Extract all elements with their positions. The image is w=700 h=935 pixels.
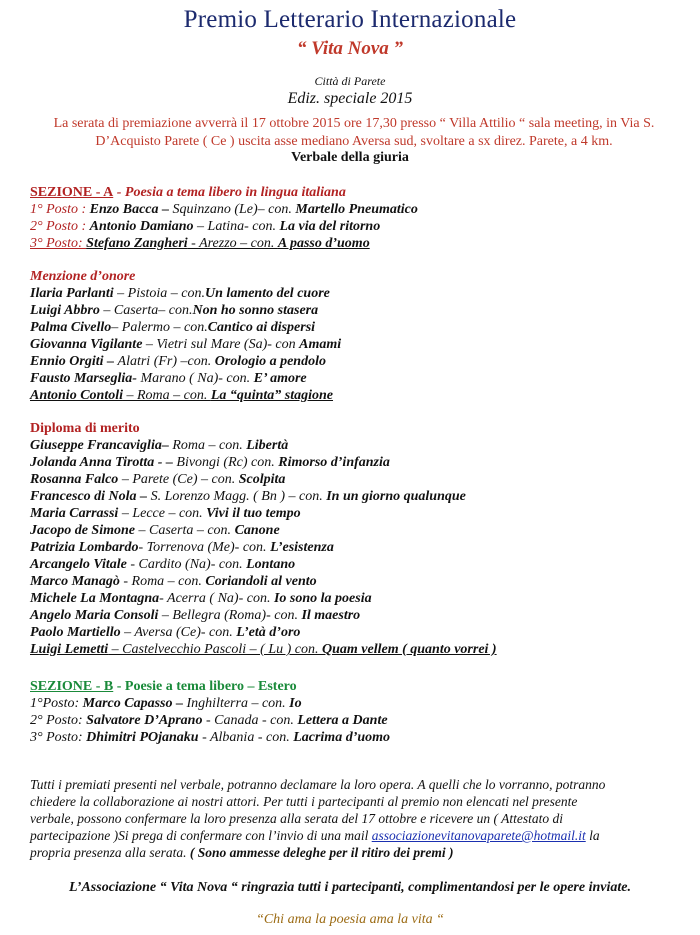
entry-origin: – Roma – con. bbox=[122, 388, 211, 403]
winner-name: Salvatore D’Aprano bbox=[86, 713, 203, 728]
closing-paragraph bbox=[30, 776, 670, 861]
ceremony-line-1: La serata di premiazione avverrà il 17 ottobre 2015 ore 17,30 presso “ Villa Attilio “ sala meeting, in Via S. bbox=[53, 116, 655, 131]
entry-origin: S. Lorenzo Magg. ( Bn ) – con. bbox=[150, 489, 327, 504]
edition-label: Ediz. speciale 2015 bbox=[287, 90, 413, 107]
prize-place: 1° Posto : bbox=[30, 202, 90, 217]
entry-work: In un giorno qualunque bbox=[326, 489, 466, 504]
closing-text: la bbox=[585, 828, 600, 843]
entry-origin: – Caserta– con. bbox=[99, 303, 193, 318]
winner-origin: – Latina- con. bbox=[193, 219, 280, 234]
list-item bbox=[30, 488, 680, 505]
prize-row bbox=[30, 729, 680, 746]
entry-work: Il maestro bbox=[301, 608, 361, 623]
list-item bbox=[30, 370, 680, 387]
winner-work: Martello Pneumatico bbox=[295, 202, 418, 217]
entry-name: Antonio Contoli bbox=[30, 388, 123, 403]
prize-place: 1°Posto: bbox=[30, 696, 83, 711]
closing-text: propria presenza alla serata. bbox=[30, 845, 190, 860]
winner-name: Antonio Damiano bbox=[89, 219, 194, 234]
closing-line: verbale, possono confermare la loro presenza alla serata del 17 ottobre e ricevere un ( Attestato di bbox=[30, 811, 564, 826]
entry-name: Giuseppe Francaviglia– bbox=[30, 438, 173, 453]
winner-work: La via del ritorno bbox=[279, 219, 381, 234]
closing-line bbox=[30, 827, 670, 844]
delegation-note: ( Sono ammesse deleghe per il ritiro dei premi ) bbox=[189, 845, 454, 860]
entry-work: Lontano bbox=[246, 557, 296, 572]
list-item bbox=[30, 471, 680, 488]
closing-line: Tutti i premiati presenti nel verbale, potranno declamare la loro opera. A quelli che lo vorranno, potranno bbox=[30, 777, 606, 792]
entry-origin: Roma – con. bbox=[172, 438, 247, 453]
winner-origin: Squinzano (Le)– con. bbox=[172, 202, 296, 217]
entry-name: Marco Managò bbox=[30, 574, 120, 589]
prize-row bbox=[30, 201, 680, 218]
entry-origin: – Palermo – con. bbox=[111, 320, 208, 335]
prize-place: 3° Posto: bbox=[30, 730, 87, 745]
list-item bbox=[30, 556, 680, 573]
email-link[interactable]: associazionevitanovaparete@hotmail.it bbox=[371, 828, 586, 843]
entry-work: Rimorso d’infanzia bbox=[278, 455, 390, 470]
winner-origin: - Albania - con. bbox=[198, 730, 294, 745]
winner-work: A passo d’uomo bbox=[277, 236, 370, 251]
entry-work: Libertà bbox=[246, 438, 289, 453]
entry-name: Fausto Marseglia- bbox=[30, 371, 137, 386]
winner-origin: - Canada - con. bbox=[202, 713, 298, 728]
entry-name: Angelo Maria Consoli bbox=[30, 608, 159, 623]
section-a bbox=[30, 184, 680, 252]
thanks-note: L’Associazione “ Vita Nova “ ringrazia tutti i partecipanti, complimentandosi per le opere inviate. bbox=[69, 880, 631, 895]
entry-work: Amami bbox=[299, 337, 342, 352]
winner-origin: Inghilterra – con. bbox=[186, 696, 290, 711]
entry-name: Rosanna Falco bbox=[30, 472, 119, 487]
entry-name: Jacopo de Simone bbox=[30, 523, 135, 538]
list-item bbox=[30, 353, 680, 370]
winner-name: Dhimitri POjanaku bbox=[86, 730, 199, 745]
winner-work: Lacrima d’uomo bbox=[293, 730, 391, 745]
ceremony-info bbox=[24, 115, 684, 151]
entry-origin: – Vietri sul Mare (Sa)- con bbox=[142, 337, 300, 352]
entry-work: Io sono la poesia bbox=[273, 591, 372, 606]
entry-origin: - Acerra ( Na)- con. bbox=[159, 591, 274, 606]
list-item bbox=[30, 285, 680, 302]
list-item bbox=[30, 336, 680, 353]
entry-name: Luigi Lemetti bbox=[30, 642, 109, 657]
list-item bbox=[30, 641, 680, 658]
list-item bbox=[30, 319, 680, 336]
entry-origin: – Lecce – con. bbox=[118, 506, 207, 521]
list-item bbox=[30, 302, 680, 319]
entry-work: Non ho sonno stasera bbox=[192, 303, 319, 318]
entry-name: Maria Carrassi bbox=[30, 506, 119, 521]
entry-origin: – Pistoia – con. bbox=[113, 286, 206, 301]
entry-work: L’esistenza bbox=[270, 540, 334, 555]
winner-name: Enzo Bacca – bbox=[89, 202, 173, 217]
section-b-heading bbox=[30, 678, 680, 695]
prize-subtitle: “ Vita Nova ” bbox=[296, 38, 404, 59]
entry-origin: - Torrenova (Me)- con. bbox=[138, 540, 271, 555]
entry-origin: - Cardito (Na)- con. bbox=[126, 557, 247, 572]
entry-origin: Bivongi (Rc) con. bbox=[176, 455, 279, 470]
section-b-title: - Poesie a tema libero – Estero bbox=[113, 679, 297, 694]
entry-name: Giovanna Vigilante bbox=[30, 337, 143, 352]
merit-diplomas-heading: Diploma di merito bbox=[30, 421, 140, 436]
entry-work: Coriandoli al vento bbox=[205, 574, 317, 589]
entry-origin: – Castelvecchio Pascoli – ( Lu ) con. bbox=[108, 642, 322, 657]
list-item bbox=[30, 454, 680, 471]
closing-line bbox=[30, 844, 670, 861]
prize-row bbox=[30, 695, 680, 712]
merit-diplomas bbox=[30, 420, 680, 658]
prize-row bbox=[30, 218, 680, 235]
entry-name: Michele La Montagna bbox=[30, 591, 160, 606]
section-a-title: - Poesia a tema libero in lingua italiana bbox=[113, 185, 346, 200]
prize-row bbox=[30, 235, 680, 252]
entry-origin: – Caserta – con. bbox=[135, 523, 235, 538]
prize-place: 2° Posto: bbox=[30, 713, 87, 728]
entry-name: Ilaria Parlanti bbox=[30, 286, 114, 301]
section-b-label: SEZIONE - B bbox=[30, 679, 114, 694]
winner-work: Lettera a Dante bbox=[297, 713, 388, 728]
entry-name: Luigi Abbro bbox=[30, 303, 100, 318]
ceremony-line-2: D’Acquisto Parete ( Ce ) uscita asse mediano Aversa sud, svoltare a sx direz. Parete, a 4 km. bbox=[95, 134, 613, 149]
entry-name: Ennio Orgiti – bbox=[30, 354, 118, 369]
page-title: Premio Letterario Internazionale bbox=[183, 6, 517, 33]
jury-report-heading: Verbale della giuria bbox=[291, 150, 409, 165]
entry-work: La “quinta” stagione bbox=[210, 388, 334, 403]
motto: “Chi ama la poesia ama la vita “ bbox=[256, 912, 444, 927]
list-item bbox=[30, 607, 680, 624]
list-item bbox=[30, 387, 680, 404]
entry-name: Arcangelo Vitale bbox=[30, 557, 127, 572]
list-item bbox=[30, 522, 680, 539]
entry-origin: Marano ( Na)- con. bbox=[136, 371, 254, 386]
entry-work: Quam vellem ( quanto vorrei ) bbox=[322, 642, 497, 657]
entry-name: Palma Civello bbox=[30, 320, 112, 335]
list-item bbox=[30, 539, 680, 556]
entry-origin: – Aversa (Ce)- con. bbox=[120, 625, 237, 640]
prize-row bbox=[30, 712, 680, 729]
entry-work: E’ amore bbox=[253, 371, 307, 386]
winner-origin: - Arezzo – con. bbox=[187, 236, 278, 251]
section-a-label: SEZIONE - A bbox=[30, 185, 114, 200]
closing-line: chiedere la collaborazione ai nostri attori. Per tutti i partecipanti al premio non elencati nel presente bbox=[30, 794, 578, 809]
closing-text: partecipazione )Si prega di confermare con l’invio di una mail bbox=[30, 828, 372, 843]
honorable-mentions bbox=[30, 268, 680, 404]
entry-work: Cantico ai dispersi bbox=[207, 320, 316, 335]
entry-name: Paolo Martiello bbox=[30, 625, 121, 640]
entry-origin: Alatri (Fr) –con. bbox=[117, 354, 215, 369]
list-item bbox=[30, 573, 680, 590]
entry-work: Canone bbox=[234, 523, 280, 538]
winner-name: Marco Capasso – bbox=[82, 696, 187, 711]
list-item bbox=[30, 590, 680, 607]
entry-work: Scolpita bbox=[238, 472, 286, 487]
city-label: Città di Parete bbox=[314, 74, 386, 88]
section-a-heading bbox=[30, 184, 680, 201]
entry-origin: - Roma – con. bbox=[119, 574, 206, 589]
entry-work: L’età d’oro bbox=[236, 625, 301, 640]
entry-work: Orologio a pendolo bbox=[214, 354, 326, 369]
entry-work: Vivi il tuo tempo bbox=[206, 506, 301, 521]
list-item bbox=[30, 437, 680, 454]
entry-origin: – Parete (Ce) – con. bbox=[118, 472, 239, 487]
list-item bbox=[30, 505, 680, 522]
honorable-mentions-heading: Menzione d’onore bbox=[30, 269, 136, 284]
winner-name: Stefano Zangheri bbox=[86, 236, 188, 251]
list-item bbox=[30, 624, 680, 641]
winner-work: Io bbox=[289, 696, 302, 711]
prize-place: 3° Posto: bbox=[30, 236, 87, 251]
prize-place: 2° Posto : bbox=[30, 219, 90, 234]
entry-name: Patrizia Lombardo bbox=[30, 540, 139, 555]
section-b bbox=[30, 678, 680, 746]
entry-origin: – Bellegra (Roma)- con. bbox=[158, 608, 302, 623]
entry-work: Un lamento del cuore bbox=[205, 286, 330, 301]
entry-name: Jolanda Anna Tirotta - – bbox=[30, 455, 177, 470]
entry-name: Francesco di Nola – bbox=[30, 489, 151, 504]
